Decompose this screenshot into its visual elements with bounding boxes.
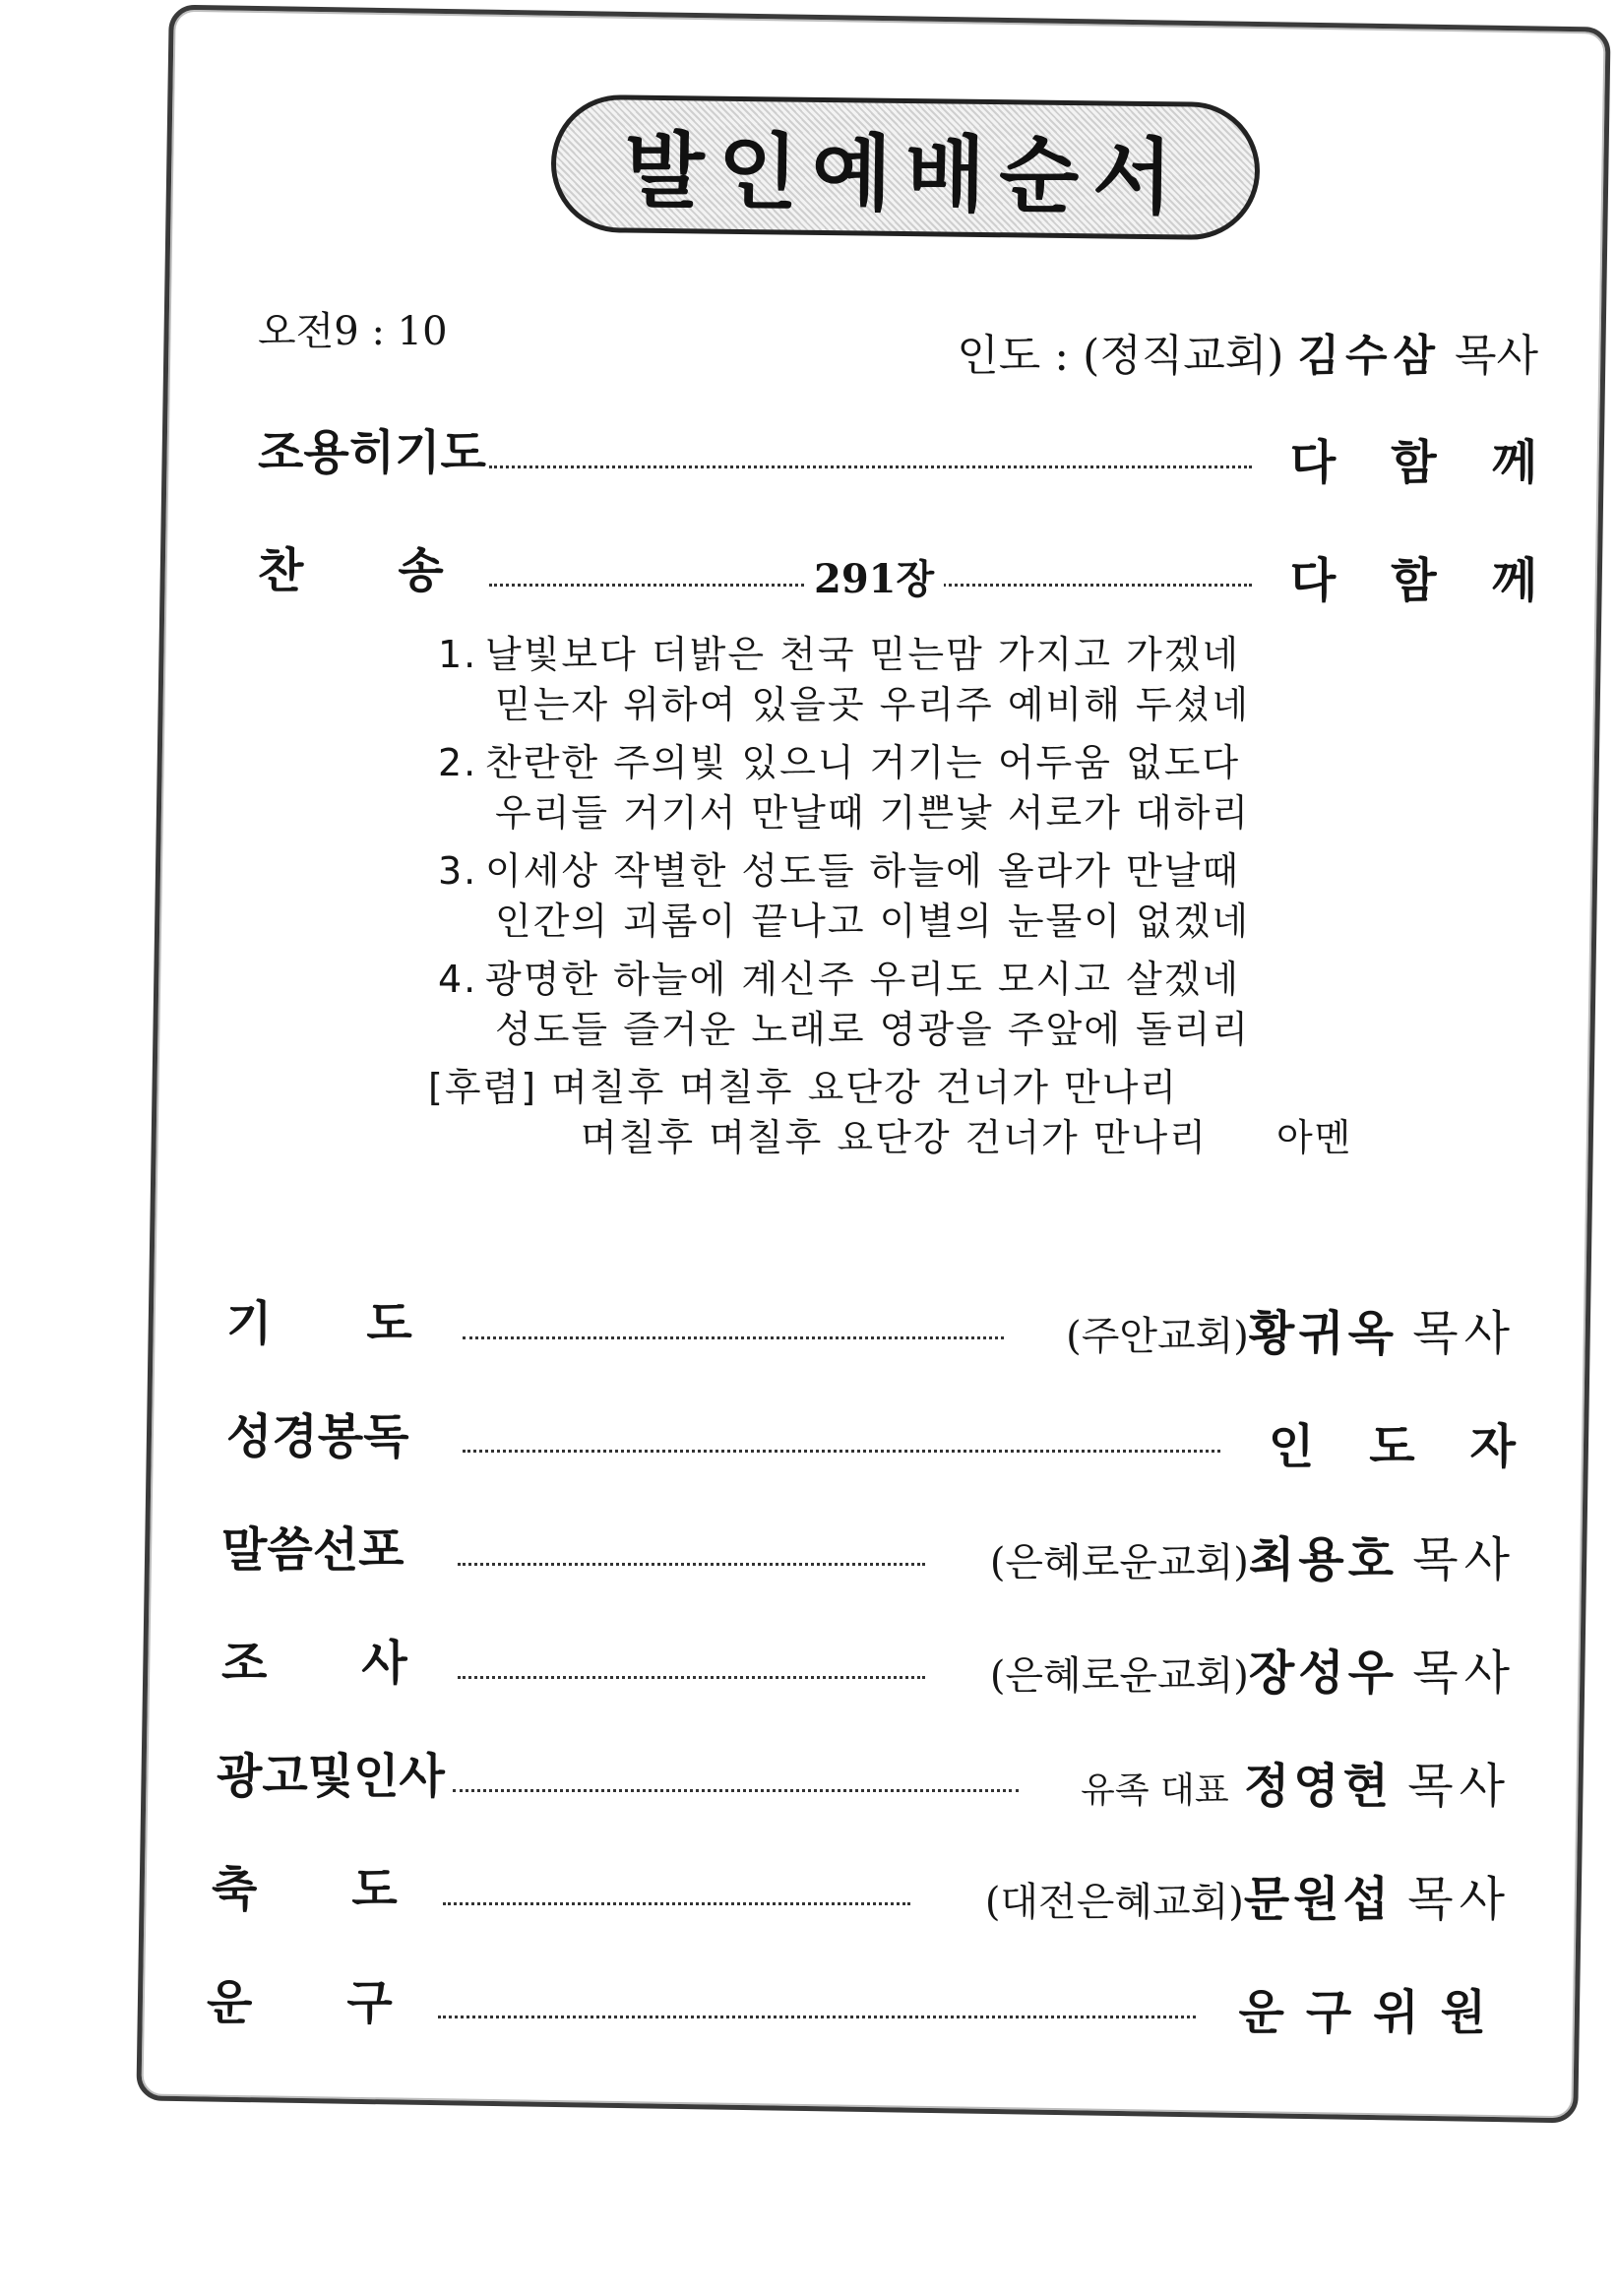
amen-text: 아멘	[1275, 1116, 1353, 1159]
performer-name: 정영현	[1243, 1759, 1393, 1814]
program-item-sermon	[221, 1520, 1516, 1589]
service-time: 오전9 : 10	[258, 309, 448, 354]
performer-church: 유족 대표	[1081, 1770, 1229, 1811]
performer-church: (주안교회)	[1066, 1314, 1249, 1359]
leader-prefix: 인도 :	[957, 331, 1070, 381]
dotted-leader	[463, 1450, 1220, 1453]
performer-name: 최용호	[1248, 1532, 1398, 1587]
hymn-verse	[438, 846, 1383, 947]
program-item-prayer	[226, 1294, 1516, 1363]
performer-church: (대전은혜교회)	[984, 1880, 1244, 1925]
verse-number: 1.	[438, 633, 478, 676]
verse-line: 우리들 거기서 만날때 기쁜낯 서로가 대하리	[495, 791, 1251, 835]
program-item-performer	[990, 1521, 1516, 1589]
program-item-benediction	[212, 1860, 1511, 1929]
dotted-leader	[438, 2016, 1196, 2018]
program-item-label: 기 도	[226, 1296, 412, 1351]
program-item-label: 조 사	[221, 1636, 407, 1691]
program-item-pallbearers	[207, 1973, 1508, 2042]
verse-line: 인간의 괴롬이 끝나고 이별의 눈물이 없겠네	[495, 900, 1251, 943]
dotted-leader	[458, 1676, 925, 1679]
program-item-performer	[990, 1635, 1516, 1703]
dotted-leader	[443, 1902, 910, 1905]
program-item-announcements	[217, 1747, 1511, 1816]
performer-title: 목사	[1412, 1306, 1516, 1361]
program-item-performer	[1066, 1295, 1516, 1363]
program-item-label: 광고및인사	[217, 1749, 445, 1804]
program-item-scripture-reading	[226, 1407, 1571, 1476]
program-item-performer: 운구위원	[1238, 1985, 1508, 2040]
performer-church: (은혜로운교회)	[989, 1653, 1249, 1699]
performer-name: 황귀옥	[1248, 1306, 1398, 1361]
verse-line: 날빛보다 더밝은 천국 믿는맘 가지고 가겠네	[485, 633, 1241, 676]
verse-line: 찬란한 주의빛 있으니 거기는 어두움 없도다	[485, 741, 1241, 784]
verse-number: 2.	[438, 741, 478, 784]
verse-line: 이세상 작별한 성도들 하늘에 올라가 만날때	[485, 849, 1241, 893]
verse-number: 3.	[438, 849, 478, 893]
program-item-label: 운 구	[207, 1975, 393, 2030]
hymn-verse	[438, 630, 1383, 730]
hymn-lyrics	[428, 630, 1383, 1171]
performer-title: 목사	[1412, 1645, 1516, 1701]
service-leader	[957, 320, 1538, 383]
verse-number: 4.	[438, 958, 478, 1001]
leader-church: (정직교회)	[1083, 331, 1284, 381]
program-item-silent-prayer	[258, 423, 1592, 492]
performer-name: 장성우	[1248, 1645, 1398, 1701]
dotted-leader	[489, 465, 1252, 468]
program-item-label: 조용히기도	[258, 425, 486, 480]
program-item-hymn	[258, 541, 1592, 610]
performer-name: 문원섭	[1243, 1872, 1393, 1927]
program-item-performer: 인도자	[1268, 1419, 1571, 1474]
performer-title: 목사	[1407, 1759, 1511, 1814]
program-item-performer: 다함께	[1289, 435, 1592, 490]
performer-church: (은혜로운교회)	[989, 1540, 1249, 1585]
hymn-number: 291장	[804, 548, 944, 604]
program-item-eulogy	[221, 1634, 1516, 1703]
verse-line: 광명한 하늘에 계신주 우리도 모시고 살겠네	[485, 958, 1241, 1001]
hymn-verse	[438, 955, 1383, 1055]
leader-name: 김수삼	[1297, 331, 1441, 381]
program-item-performer: 다함께	[1289, 553, 1592, 608]
page-title: 발인예배순서	[623, 122, 1187, 225]
hymn-refrain	[428, 1063, 1383, 1163]
verse-line: 믿는자 위하여 있을곳 우리주 예비해 두셨네	[495, 683, 1251, 726]
refrain-line: 며칠후 며칠후 요단강 건너가 만나리	[551, 1066, 1179, 1109]
refrain-line: 며칠후 며칠후 요단강 건너가 만나리	[581, 1116, 1208, 1159]
title-banner	[550, 94, 1261, 241]
program-item-label: 축 도	[212, 1862, 398, 1917]
dotted-leader	[453, 1789, 1019, 1792]
dotted-leader	[463, 1336, 1004, 1339]
program-item-label: 성경봉독	[226, 1409, 409, 1464]
refrain-label: [후렴]	[428, 1066, 538, 1109]
performer-title: 목사	[1407, 1872, 1511, 1927]
verse-line: 성도들 즐거운 노래로 영광을 주앞에 돌리리	[495, 1008, 1251, 1051]
leader-title: 목사	[1454, 331, 1538, 381]
program-item-performer	[1081, 1748, 1511, 1816]
dotted-leader	[458, 1563, 925, 1566]
program-item-label: 말씀선포	[221, 1522, 404, 1578]
program-item-label: 찬 송	[258, 543, 444, 598]
program-item-performer	[985, 1861, 1511, 1929]
performer-title: 목사	[1412, 1532, 1516, 1587]
hymn-verse	[438, 738, 1383, 838]
